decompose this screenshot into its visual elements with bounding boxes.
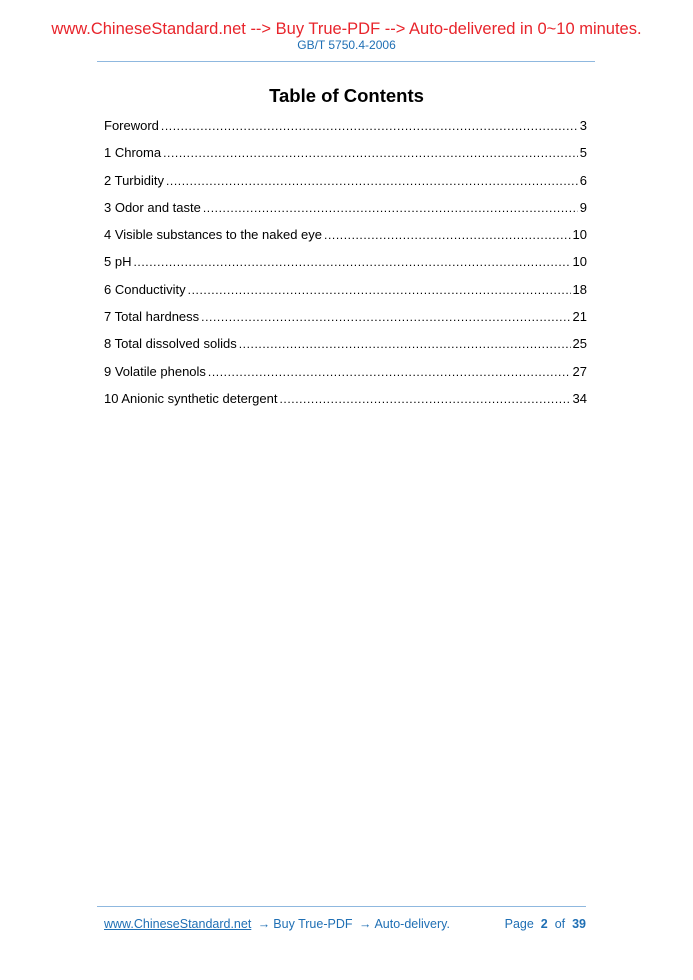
toc-entry-page: 10	[572, 254, 587, 270]
dot-leader	[201, 308, 570, 326]
toc-entry-label: 6 Conductivity	[104, 281, 186, 297]
toc-entry-page: 6	[579, 172, 587, 188]
dot-leader	[239, 335, 571, 353]
toc-entry-label: 5 pH	[104, 254, 132, 270]
of-label: of	[554, 917, 566, 931]
footer-site-link[interactable]: www.ChineseStandard.net	[104, 917, 252, 931]
page-footer	[104, 916, 586, 932]
page-number	[505, 916, 586, 932]
toc-entry-page: 21	[572, 309, 587, 325]
toc-entry-visible-substances[interactable]	[104, 226, 587, 253]
document-number: GB/T 5750.4-2006	[297, 38, 396, 52]
page-current: 2	[540, 917, 548, 931]
dot-leader	[279, 390, 570, 408]
toc-entry-page: 34	[572, 390, 587, 406]
dot-leader	[324, 226, 571, 244]
dot-leader	[133, 253, 570, 271]
footer-delivery-text: Auto-delivery.	[374, 917, 450, 931]
header-banner[interactable]: www.ChineseStandard.net --> Buy True-PDF --> Auto-delivered in 0~10 minutes.	[51, 20, 642, 38]
toc-entry-label: 1 Chroma	[104, 145, 162, 161]
toc-entry-ph[interactable]	[104, 253, 587, 280]
toc-entry-total-dissolved-solids[interactable]	[104, 335, 587, 362]
toc-entry-label: 4 Visible substances to the naked eye	[104, 227, 323, 243]
toc-entry-label: Foreword	[104, 118, 159, 133]
toc-entry-total-hardness[interactable]	[104, 308, 587, 335]
dot-leader	[163, 144, 578, 162]
toc-entry-label: 8 Total dissolved solids	[104, 336, 237, 352]
toc-entry-page: 25	[572, 336, 587, 352]
toc-entry-label: 9 Volatile phenols	[104, 363, 206, 379]
toc-entry-anionic-synthetic-detergent[interactable]	[104, 390, 587, 417]
toc-entry-page: 3	[579, 118, 587, 133]
toc-entry-volatile-phenols[interactable]	[104, 363, 587, 390]
toc-entry-page: 27	[572, 363, 587, 379]
footer-divider	[97, 906, 586, 907]
arrow-right-icon: →	[358, 917, 372, 931]
dot-leader	[161, 117, 578, 135]
page-label: Page	[504, 917, 534, 931]
arrow-right-icon: →	[257, 917, 271, 931]
toc-entry-odor-and-taste[interactable]	[104, 199, 587, 226]
toc-entry-foreword[interactable]	[104, 117, 587, 144]
page-title: Table of Contents	[269, 85, 424, 106]
toc-entry-page: 5	[579, 145, 587, 161]
toc-entry-label: 7 Total hardness	[104, 309, 200, 325]
footer-links	[104, 916, 450, 932]
footer-buy-text: Buy True-PDF	[273, 917, 353, 931]
toc-entry-label: 3 Odor and taste	[104, 199, 201, 215]
header-divider	[97, 61, 595, 62]
page-total: 39	[572, 917, 586, 931]
dot-leader	[203, 199, 578, 217]
toc-entry-conductivity[interactable]	[104, 281, 587, 308]
toc-entry-label: 10 Anionic synthetic detergent	[104, 390, 278, 406]
toc-entry-turbidity[interactable]	[104, 172, 587, 199]
dot-leader	[166, 172, 578, 190]
toc-entry-label: 2 Turbidity	[104, 172, 164, 188]
toc-entry-page: 18	[572, 281, 587, 297]
toc-entry-page: 9	[579, 199, 587, 215]
dot-leader	[188, 281, 571, 299]
toc-entry-chroma[interactable]	[104, 144, 587, 171]
table-of-contents	[104, 117, 587, 417]
dot-leader	[208, 363, 571, 381]
toc-entry-page: 10	[572, 227, 587, 243]
